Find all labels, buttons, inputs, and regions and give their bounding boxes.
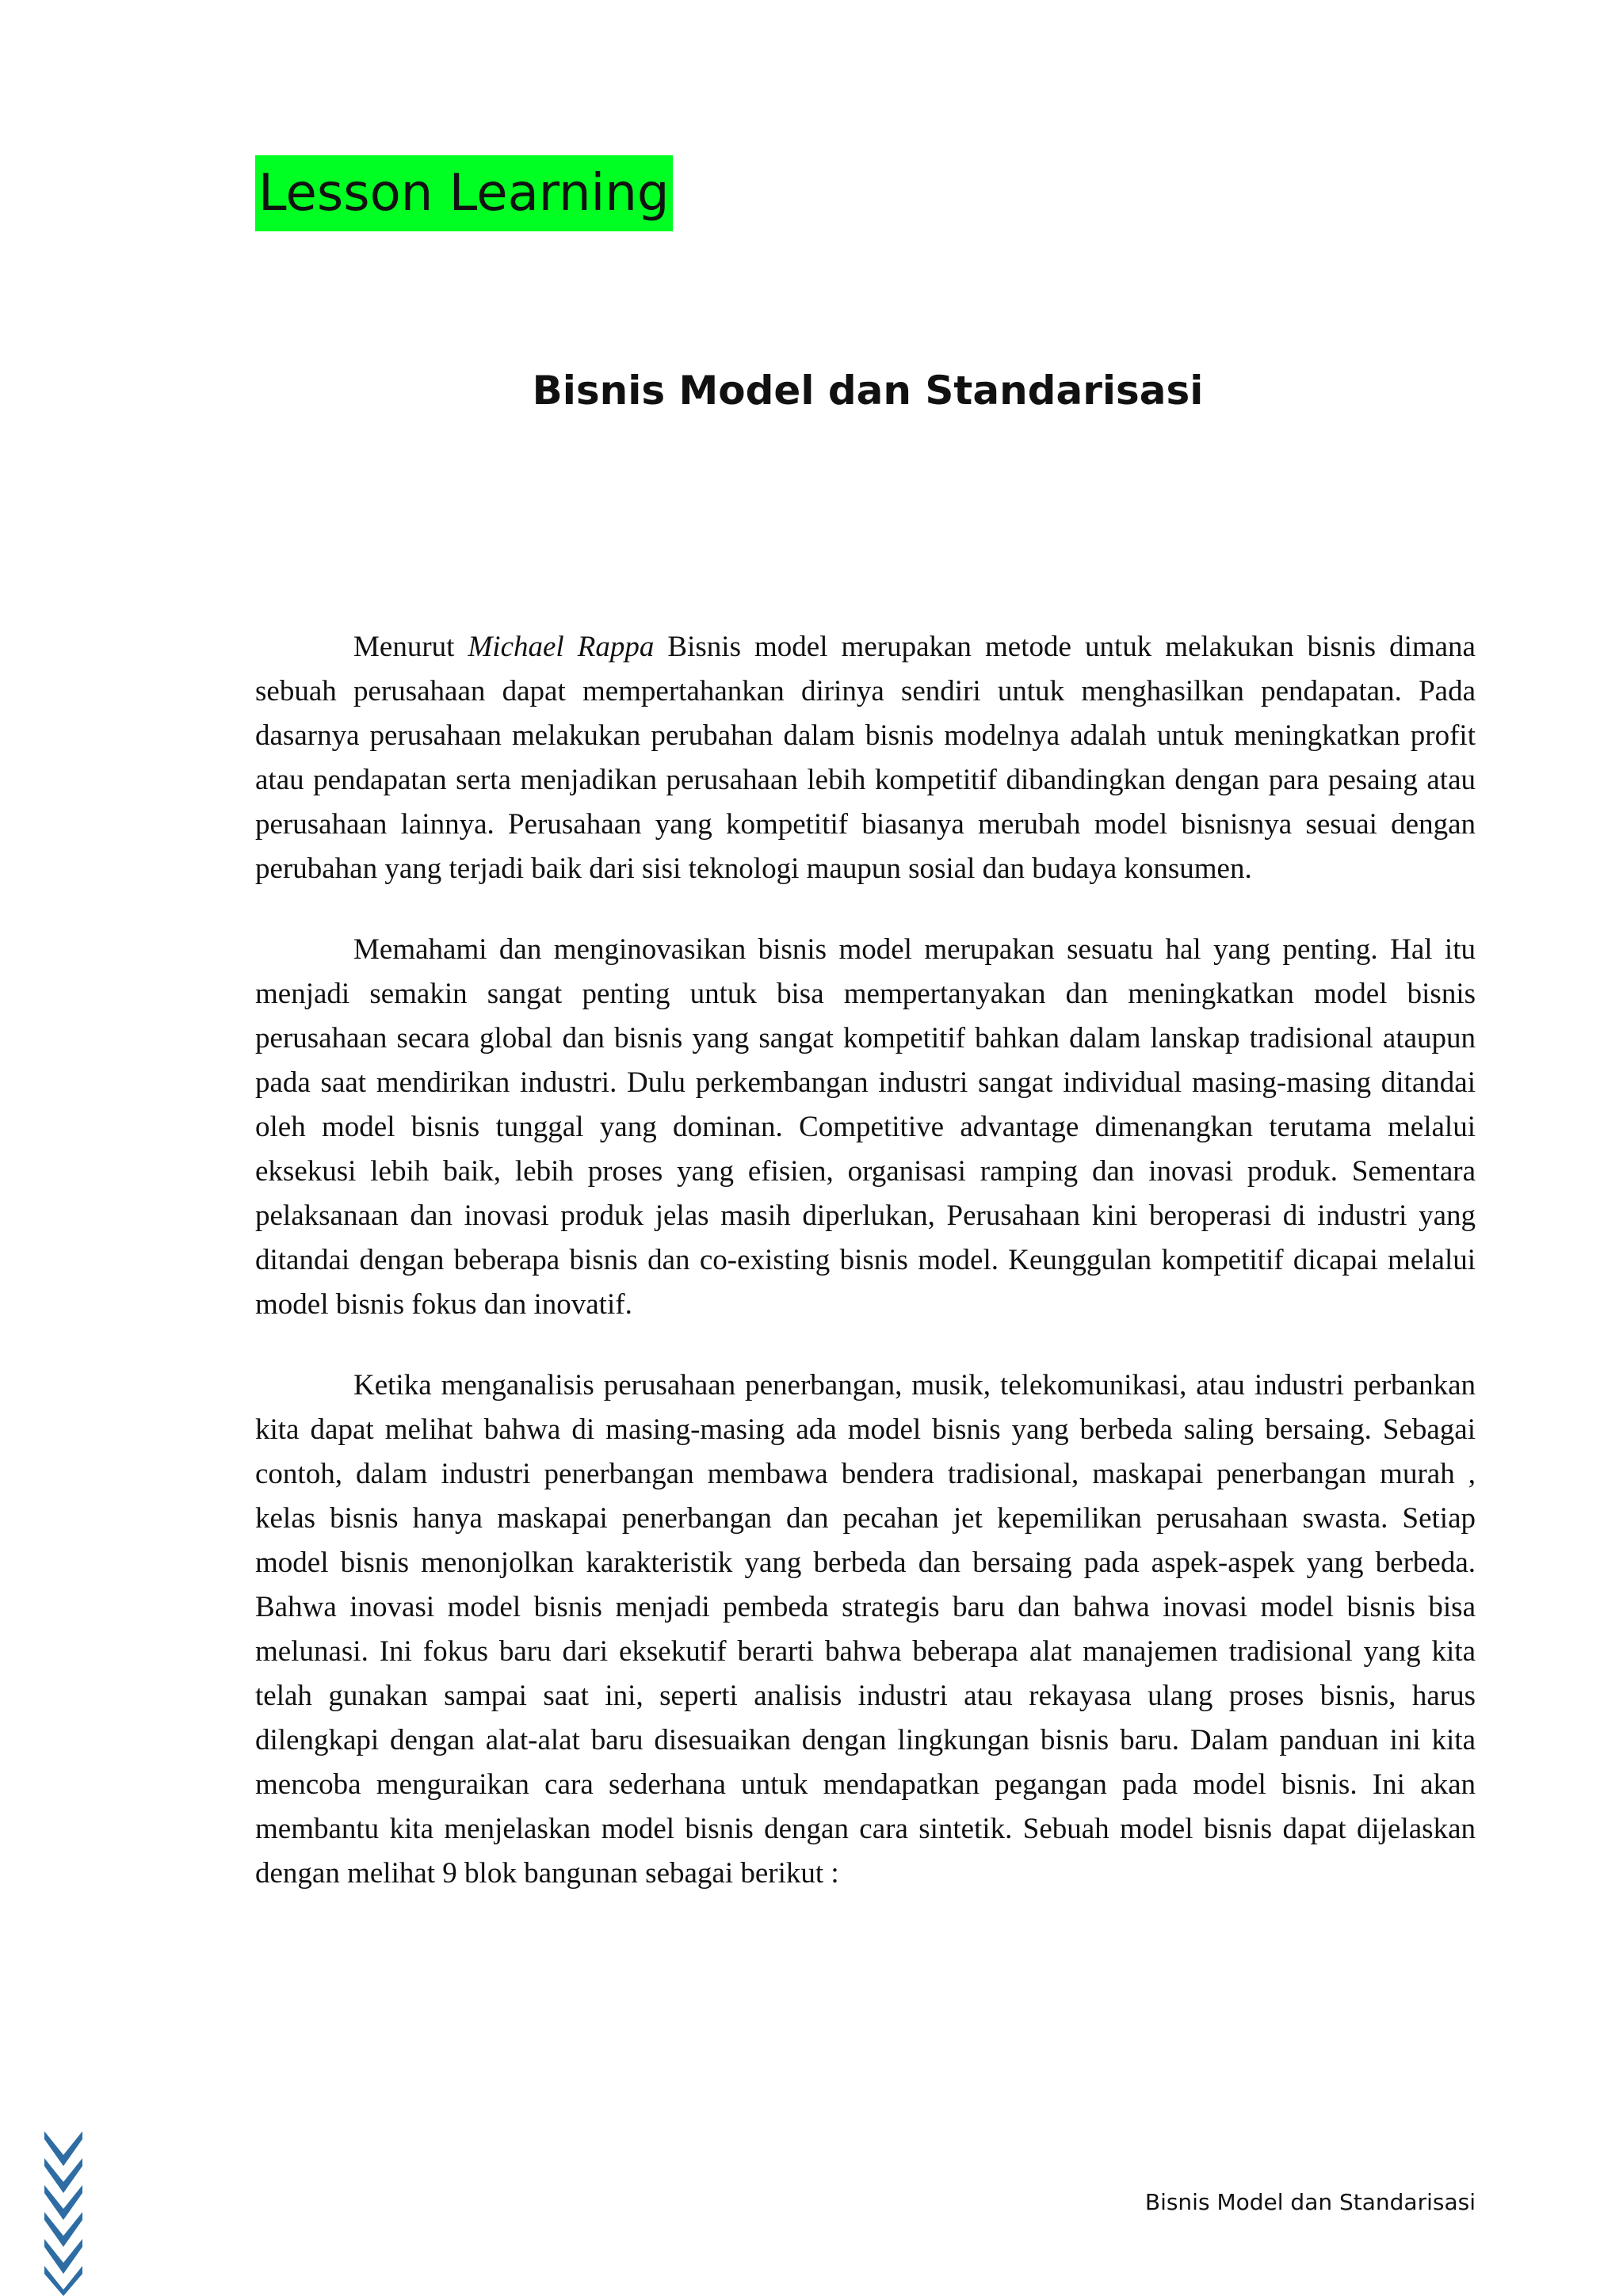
footer-running-title: Bisnis Model dan Standarisasi: [1144, 2189, 1476, 2215]
paragraph-2: Memahami dan menginovasikan bisnis model merupakan sesuatu hal yang penting. Hal itu menjadi semakin sangat penting untuk bisa mempertanyakan dan meningkatkan model bisnis perusahaan secara global dan bisnis yang sangat kompetitif bahkan dalam lanskap tradisional ataupun pada saat mendirikan industri. Dulu perkembangan industri sangat individual masing-masing ditandai oleh model bisnis tunggal yang dominan. Competitive advantage dimenangkan terutama melalui eksekusi lebih baik, lebih proses yang efisien, organisasi ramping dan inovasi produk. Sementara pelaksanaan dan inovasi produk jelas masih diperlukan, Perusahaan kini beroperasi di industri yang ditandai dengan beberapa bisnis dan co-existing bisnis model. Keunggulan kompetitif dicapai melalui model bisnis fokus dan inovatif.: [255, 933, 1476, 1321]
paragraph-1: [255, 625, 1476, 891]
paragraph-1-text: Bisnis model merupakan metode untuk melakukan bisnis dimana sebuah perusahaan dapat mempertahankan dirinya sendiri untuk menghasilkan pendapatan. Pada dasarnya perusahaan melakukan perubahan dalam bisnis modelnya adalah untuk meningkatkan profit atau pendapatan serta menjadikan perusahaan lebih kompetitif dibandingkan dengan para pesaing atau perusahaan lainnya. Perusahaan yang kompetitif biasanya merubah model bisnisnya sesuai dengan perubahan yang terjadi baik dari sisi teknologi maupun sosial dan budaya konsumen.: [255, 631, 1476, 885]
chevron-stack-icon: [43, 2131, 84, 2296]
paragraph-3: Ketika menganalisis perusahaan penerbangan, musik, telekomunikasi, atau industri perbankan kita dapat melihat bahwa di masing-masing ada model bisnis yang berbeda saling bersaing. Sebagai contoh, dalam industri penerbangan membawa bendera tradisional, maskapai penerbangan murah , kelas bisnis hanya maskapai penerbangan dan pecahan jet kepemilikan perusahaan swasta. Setiap model bisnis menonjolkan karakteristik yang berbeda dan bersaing pada aspek-aspek yang berbeda. Bahwa inovasi model bisnis menjadi pembeda strategis baru dan bahwa inovasi model bisnis bisa melunasi. Ini fokus baru dari eksekutif berarti bahwa beberapa alat manajemen tradisional yang kita telah gunakan sampai saat ini, seperti analisis industri atau rekayasa ulang proses bisnis, harus dilengkapi dengan alat-alat baru disesuaikan dengan lingkungan bisnis baru. Dalam panduan ini kita mencoba menguraikan cara sederhana untuk mendapatkan pegangan pada model bisnis. Ini akan membantu kita menjelaskan model bisnis dengan cara sintetik. Sebuah model bisnis dapat dijelaskan dengan melihat 9 blok bangunan sebagai berikut :: [255, 1369, 1476, 1890]
body-text: [255, 625, 1476, 1932]
lesson-learning-heading: Lesson Learning: [255, 155, 673, 231]
paragraph-1-author: Michael Rappa: [468, 631, 655, 663]
paragraph-1-intro: Menurut: [353, 631, 468, 663]
document-title: Bisnis Model dan Standarisasi: [532, 368, 1204, 414]
